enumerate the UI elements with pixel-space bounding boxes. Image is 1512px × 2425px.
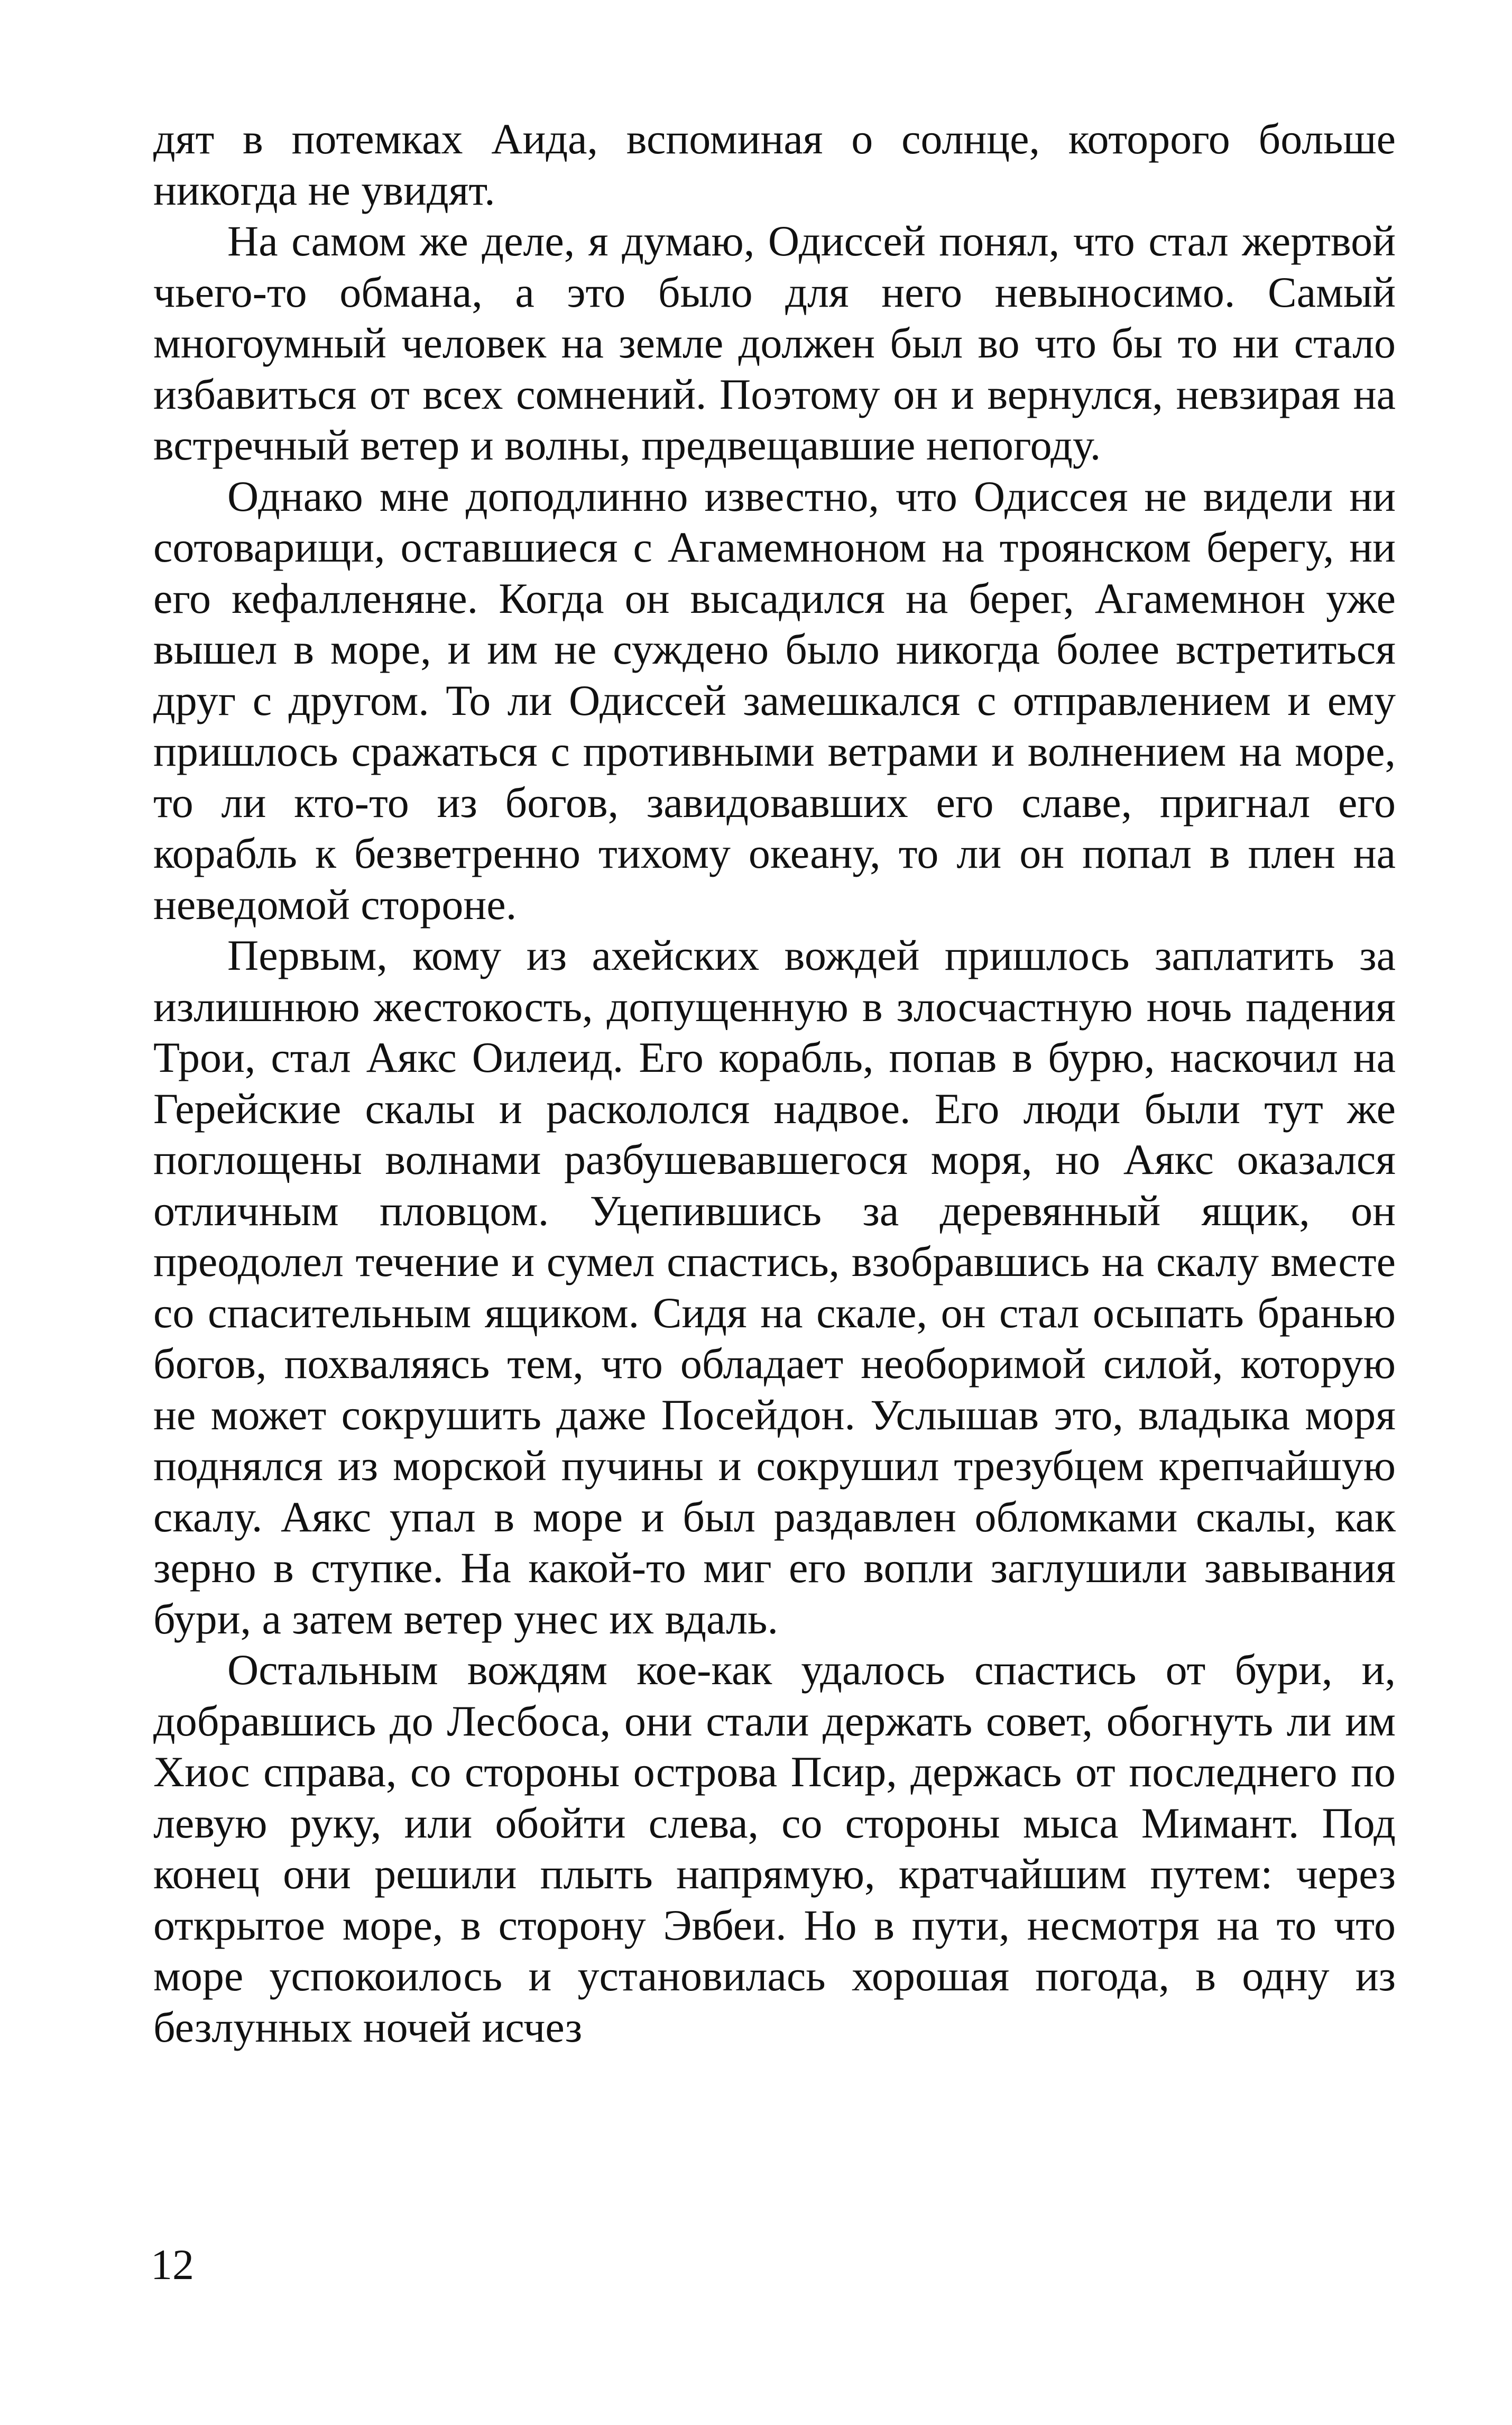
- page-number: 12: [151, 2240, 194, 2289]
- paragraph-2: На самом же деле, я думаю, Одиссей понял, что стал жертвой чьего-то обмана, а это было для него невыносимо. Самый многоумный человек на земле должен был во что бы то ни стало избавиться от всех сомнений. Поэтому он и вернулся, невзирая на встречный ветер и волны, предвещавшие непогоду.: [153, 217, 1396, 469]
- paragraph-4: Первым, кому из ахейских вождей пришлось заплатить за излишнюю жестокость, допущенную в злосчастную ночь падения Трои, стал Аякс Оилеид. Его корабль, попав в бурю, наскочил на Герейские скалы и раскололся надвое. Его люди были тут же поглощены волнами разбушевавшегося моря, но Аякс оказался отличным пловцом. Уцепившись за деревянный ящик, он преодолел течение и сумел спастись, взобравшись на скалу вместе со спасительным ящиком. Сидя на скале, он стал осыпать бранью богов, похваляясь тем, что обладает необоримой силой, которую не может сокрушить даже Посейдон. Услышав это, владыка моря поднялся из морской пучины и сокрушил трезубцем крепчайшую скалу. Аякс упал в море и был раздавлен обломками скалы, как зерно в ступке. На какой-то миг его вопли заглушили завывания бури, а затем ветер унес их вдаль.: [153, 931, 1396, 1643]
- paragraph-1: дят в потемках Аида, вспоминая о солнце, которого больше никогда не увидят.: [153, 115, 1396, 214]
- page-body: [153, 114, 1396, 2053]
- paragraph-5: Остальным вождям кое-как удалось спастись от бури, и, добравшись до Лесбоса, они стали держать совет, обогнуть ли им Хиос справа, со стороны острова Псир, держась от последнего по левую руку, или обойти слева, со стороны мыса Мимант. Под конец они решили плыть напрямую, кратчайшим путем: через открытое море, в сторону Эвбеи. Но в пути, несмотря на то что море успокоилось и установилась хорошая погода, в одну из безлунных ночей исчез: [153, 1646, 1396, 2051]
- paragraph-3: Однако мне доподлинно известно, что Одиссея не видели ни сотоварищи, оставшиеся с Агамемноном на троянском берегу, ни его кефалленяне. Когда он высадился на берег, Агамемнон уже вышел в море, и им не суждено было никогда более встретиться друг с другом. То ли Одиссей замешкался с отправлением и ему пришлось сражаться с противными ветрами и волнением на море, то ли кто-то из богов, завидовавших его славе, пригнал его корабль к безветренно тихому океану, то ли он попал в плен на неведомой стороне.: [153, 472, 1396, 929]
